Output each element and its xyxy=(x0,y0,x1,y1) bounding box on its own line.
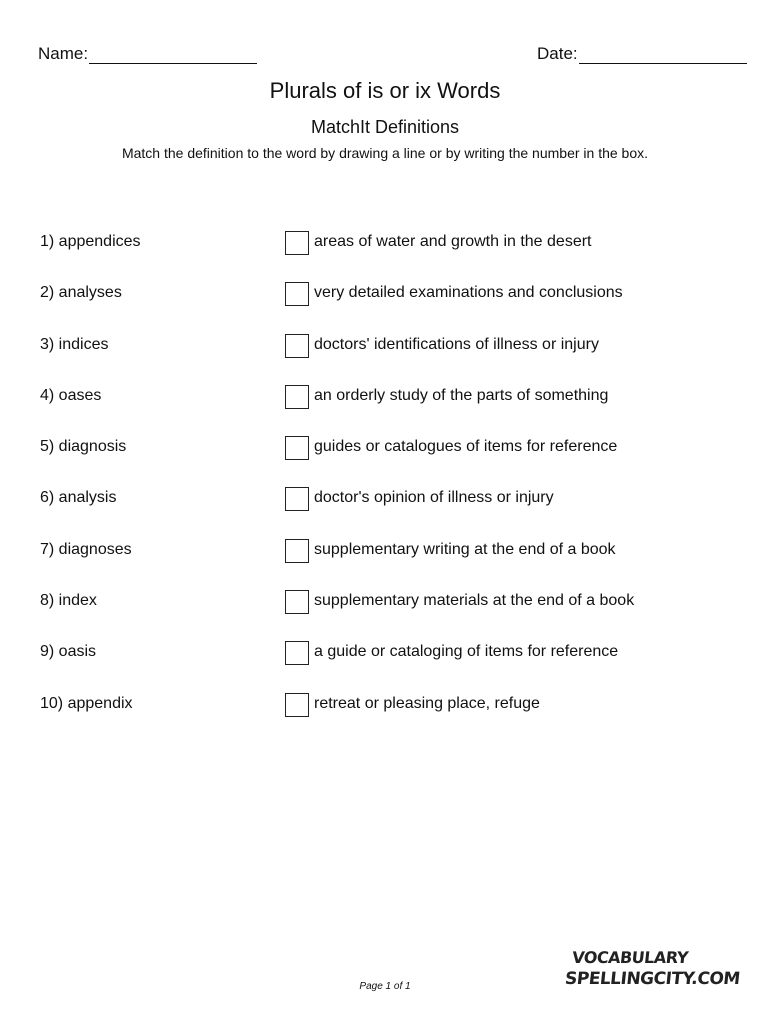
match-definition: retreat or pleasing place, refuge xyxy=(314,694,540,712)
match-word: 3) indices xyxy=(40,335,109,353)
answer-box[interactable] xyxy=(285,539,309,563)
page-subtitle: MatchIt Definitions xyxy=(310,117,460,137)
date-label: Date: xyxy=(537,44,578,63)
name-label: Name: xyxy=(38,44,89,63)
logo-line-2: SPELLINGCITY.COM xyxy=(564,969,741,989)
match-definition: an orderly study of the parts of something xyxy=(314,386,609,404)
match-word: 6) analysis xyxy=(40,489,117,507)
match-word: 1) appendices xyxy=(40,233,141,250)
match-definition: very detailed examinations and conclusions xyxy=(314,284,623,302)
match-row xyxy=(0,588,770,639)
answer-box[interactable] xyxy=(285,282,309,306)
answer-box[interactable] xyxy=(285,334,309,358)
match-definition: guides or catalogues of items for reference xyxy=(314,438,618,456)
answer-box[interactable] xyxy=(285,693,309,717)
match-definition: a guide or cataloging of items for reference xyxy=(314,643,619,661)
match-word: 5) diagnosis xyxy=(40,438,127,456)
match-row xyxy=(0,229,770,280)
answer-box[interactable] xyxy=(285,231,309,255)
answer-box[interactable] xyxy=(285,590,309,614)
match-definition: doctors' identifications of illness or injury xyxy=(314,335,599,353)
match-definition: areas of water and growth in the desert xyxy=(314,233,592,250)
match-row xyxy=(0,537,770,588)
answer-box[interactable] xyxy=(285,641,309,665)
match-definition: supplementary writing at the end of a book xyxy=(314,540,616,558)
page-title: Plurals of is or ix Words xyxy=(269,78,501,103)
page-number: Page 1 of 1 xyxy=(359,981,411,992)
date-blank-line[interactable] xyxy=(579,46,747,64)
date-field xyxy=(537,44,747,64)
match-word: 9) oasis xyxy=(40,643,97,661)
match-row xyxy=(0,434,770,485)
name-blank-line[interactable] xyxy=(89,46,257,64)
match-word: 8) index xyxy=(40,592,97,610)
answer-box[interactable] xyxy=(285,385,309,409)
match-word: 2) analyses xyxy=(40,284,122,302)
match-row xyxy=(0,383,770,434)
name-field xyxy=(38,44,257,64)
match-word: 7) diagnoses xyxy=(40,540,132,558)
match-definition: doctor's opinion of illness or injury xyxy=(314,489,554,507)
logo-line-1: VOCABULARY xyxy=(571,948,689,967)
answer-box[interactable] xyxy=(285,436,309,460)
match-row xyxy=(0,332,770,383)
match-row xyxy=(0,485,770,536)
match-definition: supplementary materials at the end of a book xyxy=(314,592,635,610)
match-row xyxy=(0,280,770,331)
instructions: Match the definition to the word by drawing a line or by writing the number in the box. xyxy=(121,145,649,161)
match-word: 4) oases xyxy=(40,386,102,404)
match-row xyxy=(0,639,770,690)
match-list xyxy=(0,229,770,742)
answer-box[interactable] xyxy=(285,487,309,511)
match-word: 10) appendix xyxy=(40,694,133,712)
vocabulary-spellingcity-logo xyxy=(564,948,741,989)
match-row xyxy=(0,691,770,742)
